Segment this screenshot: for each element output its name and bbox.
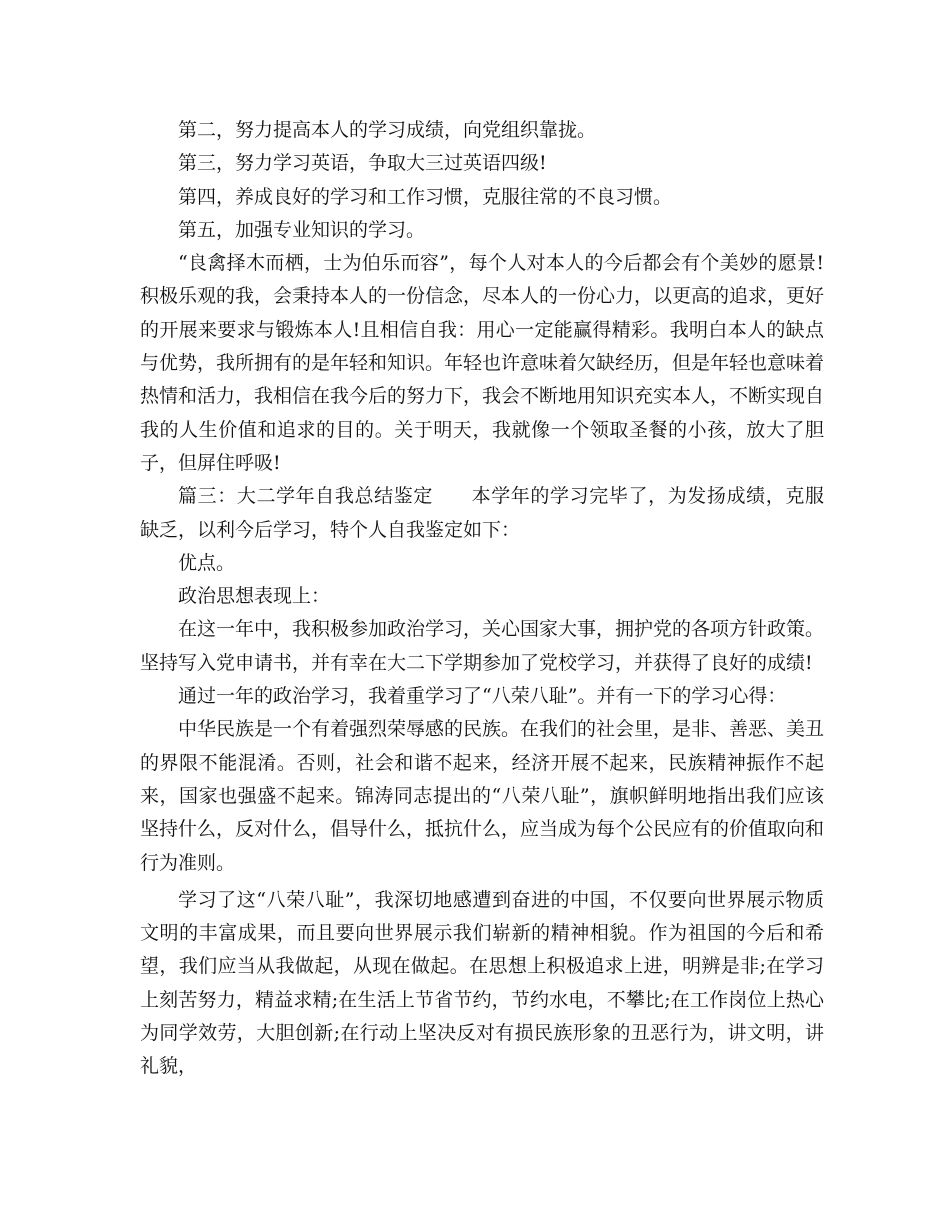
paragraph-political-study: 在这一年中，我积极参加政治学习，关心国家大事，拥护党的各项方针政策。坚持写入党申请书，并有幸在大二下学期参加了党校学习，并获得了良好的成绩! bbox=[140, 618, 825, 674]
section-three-intro: 本学年的学习完毕了，为发扬成绩，克服缺乏，以利今后学习，特个人自我鉴定如下： bbox=[140, 485, 824, 541]
paragraph-section-three bbox=[140, 480, 824, 547]
paragraph-goal-5: 第五，加强专业知识的学习。 bbox=[178, 218, 426, 241]
paragraph-goal-4: 第四，养成良好的学习和工作习惯，克服往常的不良习惯。 bbox=[178, 185, 673, 208]
paragraph-political-heading: 政治思想表现上： bbox=[178, 585, 331, 608]
section-three-heading: 篇三：大二学年自我总结鉴定 bbox=[178, 485, 433, 508]
paragraph-goal-3: 第三，努力学习英语，争取大三过英语四级! bbox=[178, 152, 547, 175]
paragraph-nation: 中华民族是一个有着强烈荣辱感的民族。在我们的社会里，是非、善恶、美丑的界限不能混淆。否则，社会和谐不起来，经济开展不起来，民族精神振作不起来，国家也强盛不起来。锦涛同志提出的“八荣八耻”，旗帜鲜明地指出我们应该坚持什么，反对什么，倡导什么，抵抗什么，应当成为每个公民应有的价值取向和行为准则。 bbox=[140, 718, 825, 874]
paragraph-goal-2: 第二，努力提高本人的学习成绩，向党组织靠拢。 bbox=[178, 119, 597, 141]
paragraph-vision: “良禽择木而栖，士为伯乐而容”，每个人对本人的今后都会有个美妙的愿景!积极乐观的我，会秉持本人的一份信念，尽本人的一份心力，以更高的追求，更好的开展来要求与锻炼本人!且相信自我：用心一定能赢得精彩。我明白本人的缺点与优势，我所拥有的是年轻和知识。年轻也许意味着欠缺经历，但是年轻也意味着热情和活力，我相信在我今后的努力下，我会不断地用知识充实本人，不断实现自我的人生价值和追求的目的。关于明天，我就像一个领取圣餐的小孩，放大了胆子，但屏住呼吸! bbox=[140, 252, 825, 474]
document-body bbox=[140, 114, 824, 1084]
paragraph-eight-honors-reflection: 学习了这“八荣八耻”，我深切地感遭到奋进的中国，不仅要向世界展示物质文明的丰富成果，而且要向世界展示我们崭新的精神相貌。作为祖国的今后和希望，我们应当从我做起，从现在做起。在思想上积极追求上进，明辨是非;在学习上刻苦努力，精益求精;在生活上节省节约，节约水电，不攀比;在工作岗位上热心为同学效劳，大胆创新;在行动上坚决反对有损民族形象的丑恶行为，讲文明，讲礼貌， bbox=[140, 888, 824, 1078]
paragraph-strengths: 优点。 bbox=[178, 551, 236, 574]
paragraph-eight-honors-intro: 通过一年的政治学习，我着重学习了“八荣八耻”。并有一下的学习心得： bbox=[178, 685, 787, 708]
